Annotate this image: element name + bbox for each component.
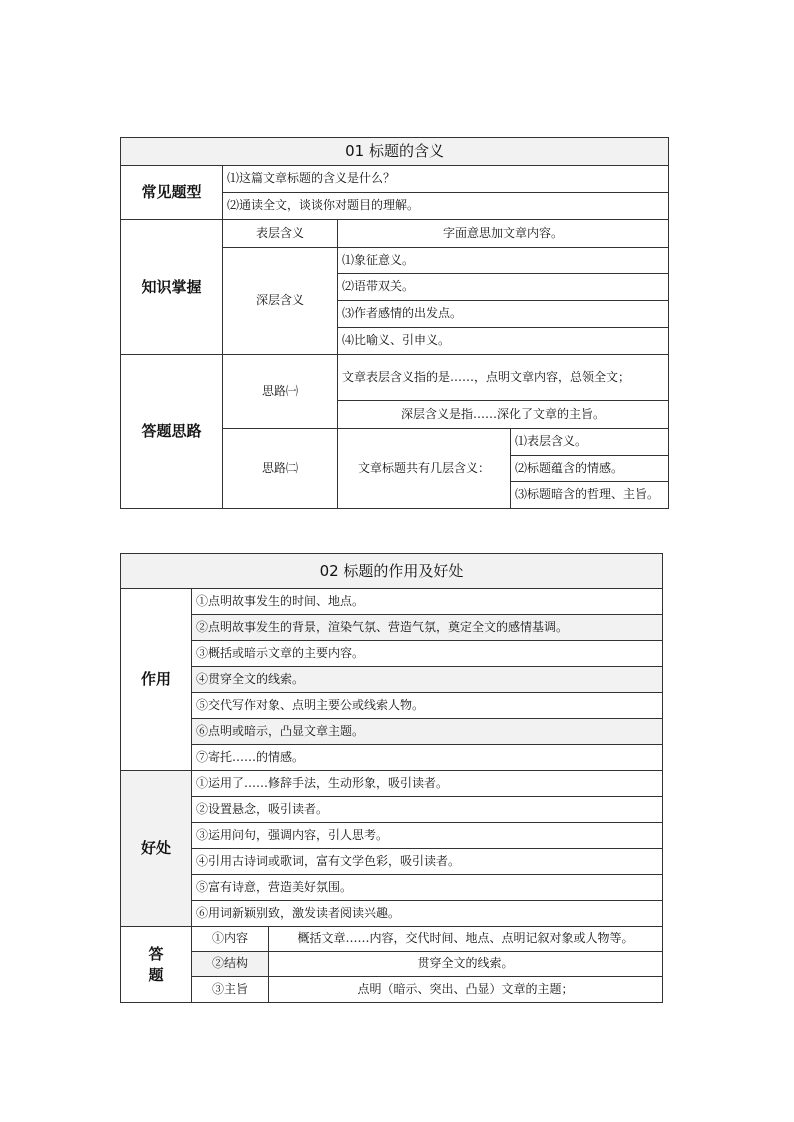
deep-meaning-label: 深层含义 bbox=[223, 248, 338, 355]
common-question-2: ⑵通读全文，谈谈你对题目的理解。 bbox=[223, 193, 669, 220]
route2-item: ⑴表层含义。 bbox=[511, 429, 669, 456]
surface-meaning-label: 表层含义 bbox=[223, 220, 338, 248]
table-title: 02 标题的作用及好处 bbox=[121, 554, 663, 589]
benefit-item: ③运用问句，强调内容，引人思考。 bbox=[192, 823, 663, 849]
table-title: 01 标题的含义 bbox=[121, 138, 669, 166]
effect-item: ⑦寄托……的情感。 bbox=[192, 745, 663, 771]
deep-meaning-item: ⑵语带双关。 bbox=[338, 274, 669, 301]
answer-label bbox=[121, 927, 192, 1003]
route1-line1: 文章表层含义指的是……，点明文章内容，总领全文； bbox=[338, 355, 669, 401]
route2-middle: 文章标题共有几层含义： bbox=[338, 429, 511, 509]
surface-meaning-value: 字面意思加文章内容。 bbox=[338, 220, 669, 248]
benefit-item: ②设置悬念，吸引读者。 bbox=[192, 797, 663, 823]
benefit-item: ①运用了……修辞手法，生动形象，吸引读者。 bbox=[192, 771, 663, 797]
route2-item: ⑶标题暗含的哲理、主旨。 bbox=[511, 482, 669, 509]
answer-label-text: 答题 bbox=[148, 944, 164, 984]
benefit-item: ④引用古诗词或歌词，富有文学色彩，吸引读者。 bbox=[192, 849, 663, 875]
benefit-label: 好处 bbox=[121, 771, 192, 927]
title-effect-table bbox=[120, 553, 663, 1003]
route1-line2: 深层含义是指……深化了文章的主旨。 bbox=[338, 401, 669, 429]
benefit-item: ⑥用词新颖别致，激发读者阅读兴趣。 bbox=[192, 901, 663, 927]
answer-row-value: 贯穿全文的线索。 bbox=[269, 952, 663, 977]
answer-row-label: ①内容 bbox=[192, 927, 269, 952]
benefit-item: ⑤富有诗意，营造美好氛围。 bbox=[192, 875, 663, 901]
approach-label: 答题思路 bbox=[121, 355, 223, 509]
deep-meaning-item: ⑴象征意义。 bbox=[338, 248, 669, 274]
effect-item: ⑥点明或暗示，凸显文章主题。 bbox=[192, 719, 663, 745]
effect-item: ①点明故事发生的时间、地点。 bbox=[192, 589, 663, 615]
deep-meaning-item: ⑷比喻义、引申义。 bbox=[338, 328, 669, 355]
common-questions-label: 常见题型 bbox=[121, 166, 223, 220]
common-question-1: ⑴这篇文章标题的含义是什么？ bbox=[223, 166, 669, 193]
effect-item: ⑤交代写作对象、点明主要公或线索人物。 bbox=[192, 693, 663, 719]
answer-row-label: ③主旨 bbox=[192, 977, 269, 1003]
answer-row-value: 概括文章……内容，交代时间、地点、点明记叙对象或人物等。 bbox=[269, 927, 663, 952]
answer-row-value: 点明（暗示、突出、凸显）文章的主题； bbox=[269, 977, 663, 1003]
deep-meaning-item: ⑶作者感情的出发点。 bbox=[338, 301, 669, 328]
route2-item: ⑵标题蕴含的情感。 bbox=[511, 456, 669, 482]
effect-label: 作用 bbox=[121, 589, 192, 771]
route1-label: 思路㈠ bbox=[223, 355, 338, 429]
effect-item: ④贯穿全文的线索。 bbox=[192, 667, 663, 693]
title-meaning-table bbox=[120, 137, 669, 509]
route2-label: 思路㈡ bbox=[223, 429, 338, 509]
knowledge-label: 知识掌握 bbox=[121, 220, 223, 355]
effect-item: ③概括或暗示文章的主要内容。 bbox=[192, 641, 663, 667]
effect-item: ②点明故事发生的背景，渲染气氛、营造气氛，奠定全文的感情基调。 bbox=[192, 615, 663, 641]
answer-row-label: ②结构 bbox=[192, 952, 269, 977]
